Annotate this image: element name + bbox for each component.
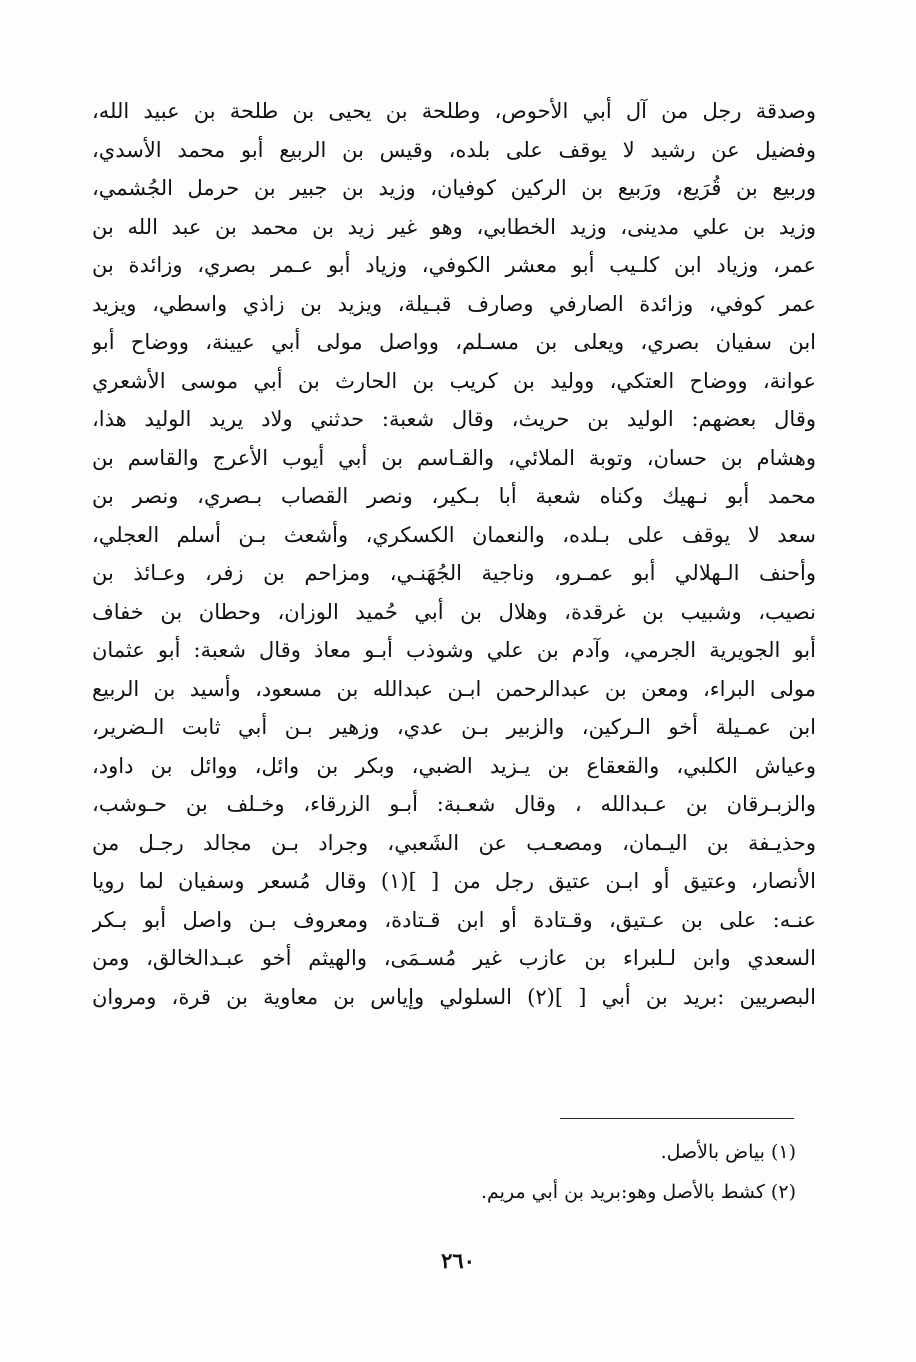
footnotes bbox=[320, 1132, 796, 1212]
text-line: وصدقة رجل من آل أبي الأحوص، وطلحة بن يحيى بن طلحة بن عبيد الله، bbox=[92, 99, 816, 123]
text-line: ابن عمـيلة أخو الـركين، والزبير بـن عدي، وزهير بـن أبي ثابت الـضرير، bbox=[92, 715, 816, 739]
text-line: الأنصار، وعتيق أو ابـن عتيق رجل من [ ](١) وقال مُسعر وسفيان لما رويا bbox=[92, 869, 816, 893]
text-line: عمر، وزياد ابن كلـيب أبو معشر الكوفي، وزياد أبو عـمر بصري، وزائدة بن bbox=[92, 253, 816, 277]
text-line: وفضيل عن رشيد لا يوقف على بلده، وقيس بن الربيع أبو محمد الأسدي، bbox=[92, 137, 816, 162]
page-number: ٢٦٠ bbox=[441, 1248, 475, 1273]
text-line: البصريين :بريد بن أبي [ ](٢) السلولي وإياس بن معاوية بن قرة، ومروان bbox=[92, 984, 816, 1009]
text-line: وعياش الكلبي، والقعقاع بن يـزيد الضبي، وبكر بن وائل، ووائل بن داود، bbox=[92, 753, 816, 778]
footnote-separator bbox=[560, 1118, 794, 1119]
text-line: وربيع بن قُرَيع، ورَبيع بن الركين كوفيان، وزيد بن جبير بن حرمل الجُشمي، bbox=[92, 176, 816, 200]
text-line: محمد أبو نـهيك وكناه شعبة أبا بـكير، ونصر القصاب بـصري، ونصر بن bbox=[92, 484, 816, 508]
main-text-block bbox=[92, 92, 816, 1016]
text-line: عوانة، ووضاح العتكي، ووليد بن كريب بن الحارث بن أبي موسى الأشعري bbox=[92, 368, 816, 393]
text-line: السعدي وابن لـلبراء بن عازب غير مُسـمَى، والهيثم أخو عبـدالخالق، ومن bbox=[92, 946, 816, 970]
text-line: ابن سفيان بصري، ويعلى بن مسـلم، وواصل مولى أبي عيينة، ووضاح أبو bbox=[92, 330, 816, 354]
text-line: عنـه: على بن عـتيق، وقـتادة أو ابن قـتادة، ومعروف بـن واصل أبو بـكر bbox=[92, 907, 816, 932]
footnote-1: (١) بياض بالأصل. bbox=[660, 1141, 796, 1163]
text-line: وزيد بن علي مدينى، وزيد الخطابي، وهو غير زيد بن محمد بن عبد الله بن bbox=[92, 214, 816, 239]
text-line: وأحنف الـهلالي أبو عمـرو، وناجية الجُهَنـي، ومزاحم بن زفر، وعـائذ بن bbox=[92, 561, 816, 585]
text-line: مولى البراء، ومعن بن عبدالرحمن ابـن عبدالله بن مسعود، وأسيد بن الربيع bbox=[92, 676, 816, 701]
text-line: والزبـرقان بن عـبدالله ، وقال شعـبة: أبـو الزرقاء، وخـلف بن حـوشب، bbox=[92, 792, 816, 816]
text-line: سعد لا يوقف على بـلده، والنعمان الكسكري، وأشعث بـن أسلم العجلي، bbox=[92, 522, 816, 547]
text-line: وقال بعضهم: الوليد بن حريث، وقال شعبة: حدثني ولاد يريد الوليد هذا، bbox=[92, 407, 816, 431]
text-line: وهشام بن حسان، وتوبة الملائي، والقـاسم بن أبي أيوب الأعرج والقاسم بن bbox=[92, 445, 816, 470]
text-line: نصيب، وشبيب بن غرقدة، وهلال بن أبي حُميد الوزان، وحطان بن خفاف bbox=[92, 599, 816, 624]
text-line: عمر كوفي، وزائدة الصارفي وصارف قبـيلة، ويزيد بن زاذي واسطي، ويزيد bbox=[92, 291, 816, 316]
text-line: أبو الجويرية الجرمي، وآدم بن علي وشوذب أبـو معاذ وقال شعبة: أبو عثمان bbox=[92, 638, 816, 662]
text-line: وحذيـفة بن اليـمان، ومصعـب عن الشَعبي، وجراد بـن مجالد رجـل من bbox=[92, 830, 816, 855]
footnote-2: (٢) كشط بالأصل وهو:بريد بن أبي مريم. bbox=[481, 1181, 796, 1203]
